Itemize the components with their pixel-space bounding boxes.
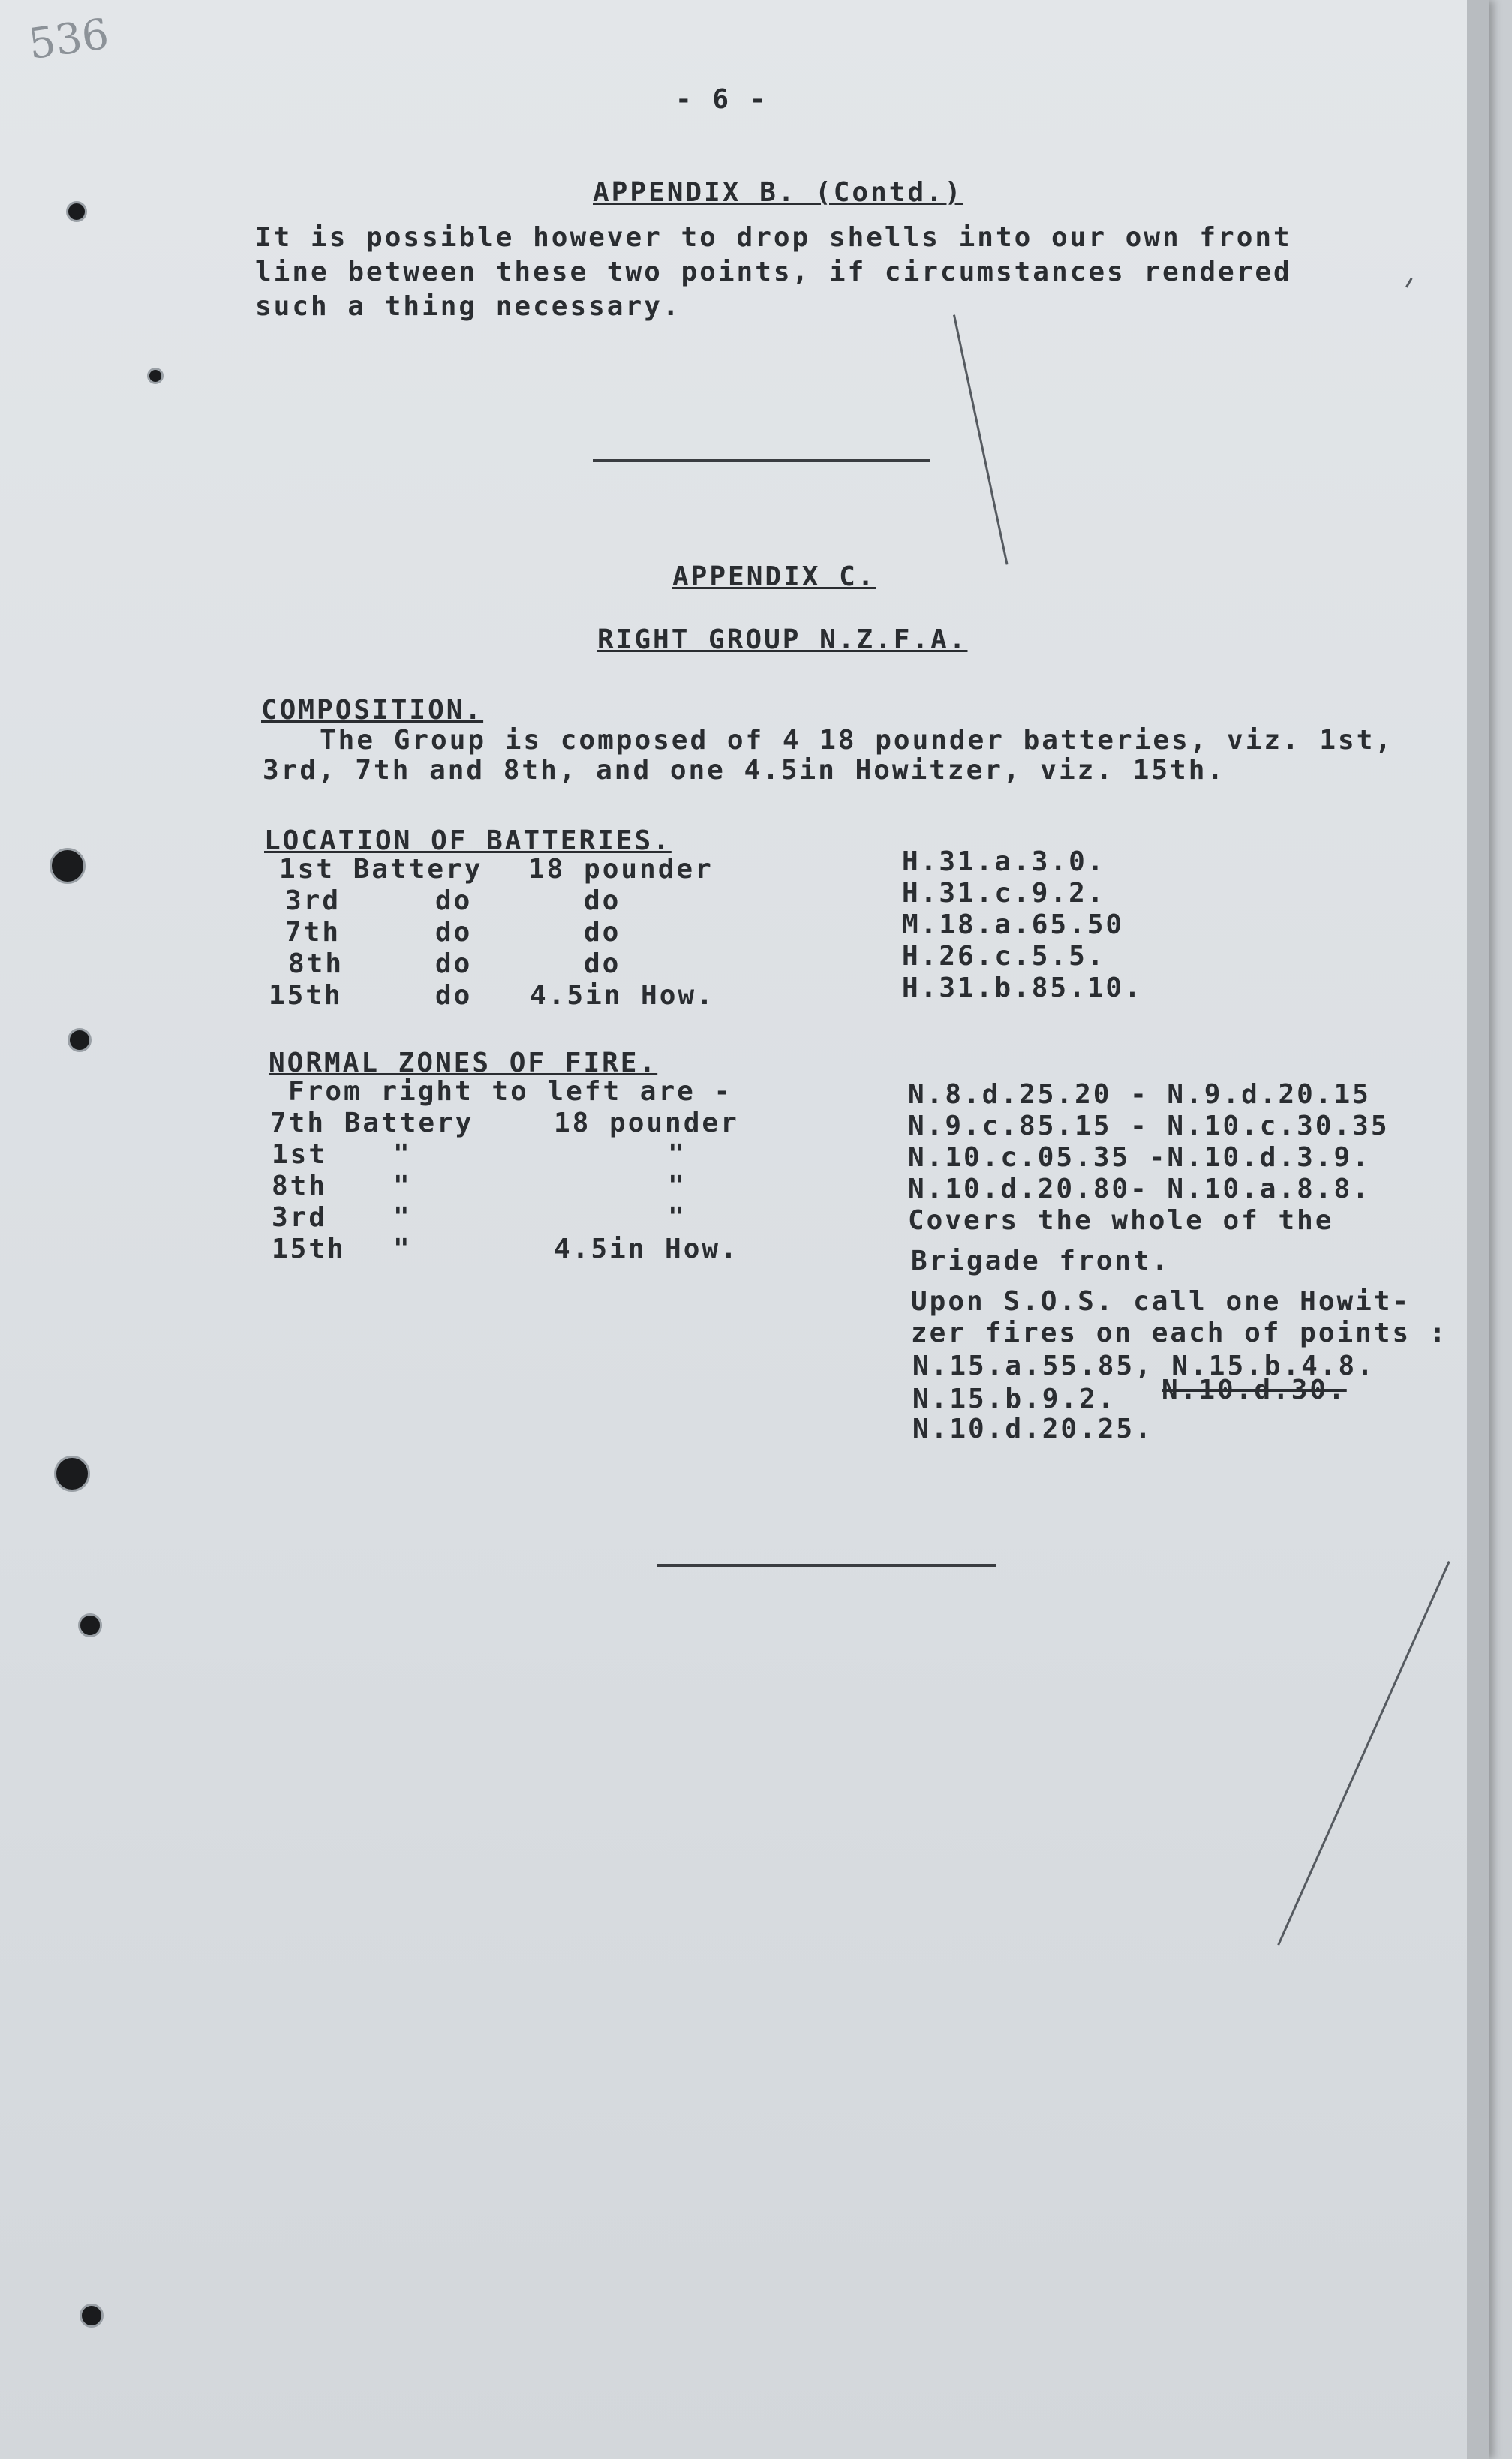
zones-extra-line: N.15.a.55.85, N.15.b.4.8. xyxy=(912,1351,1375,1381)
zones-extra-line: N.15.b.9.2. xyxy=(912,1384,1117,1414)
composition-line: The Group is composed of 4 18 pounder batteries, viz. 1st, xyxy=(320,725,1394,756)
zones-battery: 7th Battery xyxy=(270,1108,474,1138)
location-type-do: do xyxy=(435,980,473,1011)
zones-battery: 1st xyxy=(272,1139,328,1170)
pencil-mark xyxy=(1405,278,1413,288)
location-type: 18 pounder xyxy=(528,854,714,885)
pencil-mark xyxy=(1277,1561,1450,1946)
zones-mark: " xyxy=(393,1234,412,1264)
section-divider xyxy=(657,1564,996,1567)
zones-battery: 8th xyxy=(272,1171,328,1201)
zones-battery: 3rd xyxy=(272,1202,328,1233)
handwritten-page-number: 536 xyxy=(25,9,112,70)
zones-extra-line: zer fires on each of points : xyxy=(911,1318,1448,1348)
zones-ref: N.9.c.85.15 - N.10.c.30.35 xyxy=(908,1111,1390,1141)
location-type: 4.5in How. xyxy=(530,980,715,1011)
struck-reference: N.10.d.30. xyxy=(1162,1375,1347,1405)
zones-mark: " xyxy=(393,1202,412,1233)
zones-battery: 15th xyxy=(272,1234,346,1264)
appendix-b-line: line between these two points, if circumstances rendered xyxy=(255,257,1292,287)
location-battery: 7th xyxy=(285,917,341,948)
zones-ref: Covers the whole of the xyxy=(908,1205,1334,1236)
location-ref: H.31.b.85.10. xyxy=(902,972,1143,1003)
zones-type: 4.5in How. xyxy=(554,1234,739,1264)
punch-hole xyxy=(54,1456,90,1492)
punch-hole xyxy=(50,848,86,884)
zones-mark: " xyxy=(393,1139,412,1170)
zones-ref: N.10.d.20.80- N.10.a.8.8. xyxy=(908,1174,1371,1204)
punch-hole xyxy=(78,1613,102,1637)
punch-hole xyxy=(66,201,87,222)
location-battery: 3rd xyxy=(285,885,341,916)
composition-title: COMPOSITION. xyxy=(261,695,484,726)
punch-hole xyxy=(80,2304,104,2328)
zones-mark: " xyxy=(393,1171,412,1201)
punch-hole xyxy=(147,368,164,384)
page-number: - 6 - xyxy=(675,84,768,115)
appendix-c-subheading: RIGHT GROUP N.Z.F.A. xyxy=(597,624,968,655)
location-type: do xyxy=(584,917,621,948)
appendix-b-line: It is possible however to drop shells into our own front xyxy=(255,222,1292,253)
zones-last-line: N.10.d.20.25. xyxy=(912,1414,1153,1444)
appendix-b-line: such a thing necessary. xyxy=(255,291,681,322)
location-type: do xyxy=(584,948,621,979)
location-type-do: do xyxy=(435,885,473,916)
zones-intro: From right to left are - xyxy=(288,1076,733,1107)
location-type: do xyxy=(584,885,621,916)
composition-line: 3rd, 7th and 8th, and one 4.5in Howitzer, viz. 15th. xyxy=(263,755,1226,786)
location-ref: M.18.a.65.50 xyxy=(902,909,1125,940)
location-battery: 1st Battery xyxy=(279,854,483,885)
appendix-c-heading: APPENDIX C. xyxy=(672,561,876,592)
location-battery: 8th xyxy=(288,948,344,979)
location-ref: H.26.c.5.5. xyxy=(902,941,1106,972)
zones-ref: N.10.c.05.35 -N.10.d.3.9. xyxy=(908,1142,1371,1173)
zones-extra-line: Brigade front. xyxy=(911,1246,1171,1276)
zones-extra-line: Upon S.O.S. call one Howit- xyxy=(911,1286,1411,1317)
location-type-do: do xyxy=(435,917,473,948)
zones-type: " xyxy=(668,1139,687,1170)
location-type-do: do xyxy=(435,948,473,979)
location-battery: 15th xyxy=(269,980,343,1011)
pencil-mark xyxy=(953,314,1009,564)
location-ref: H.31.c.9.2. xyxy=(902,878,1106,909)
location-ref: H.31.a.3.0. xyxy=(902,846,1106,877)
page-edge xyxy=(1467,0,1489,2459)
zones-ref: N.8.d.25.20 - N.9.d.20.15 xyxy=(908,1079,1371,1110)
zones-type: 18 pounder xyxy=(554,1108,739,1138)
zones-type: " xyxy=(668,1171,687,1201)
punch-hole xyxy=(68,1028,92,1052)
section-divider xyxy=(593,459,930,462)
zones-type: " xyxy=(668,1202,687,1233)
location-title: LOCATION OF BATTERIES. xyxy=(264,825,672,856)
appendix-b-heading: APPENDIX B. (Contd.) xyxy=(593,177,963,208)
zones-title: NORMAL ZONES OF FIRE. xyxy=(269,1048,658,1078)
